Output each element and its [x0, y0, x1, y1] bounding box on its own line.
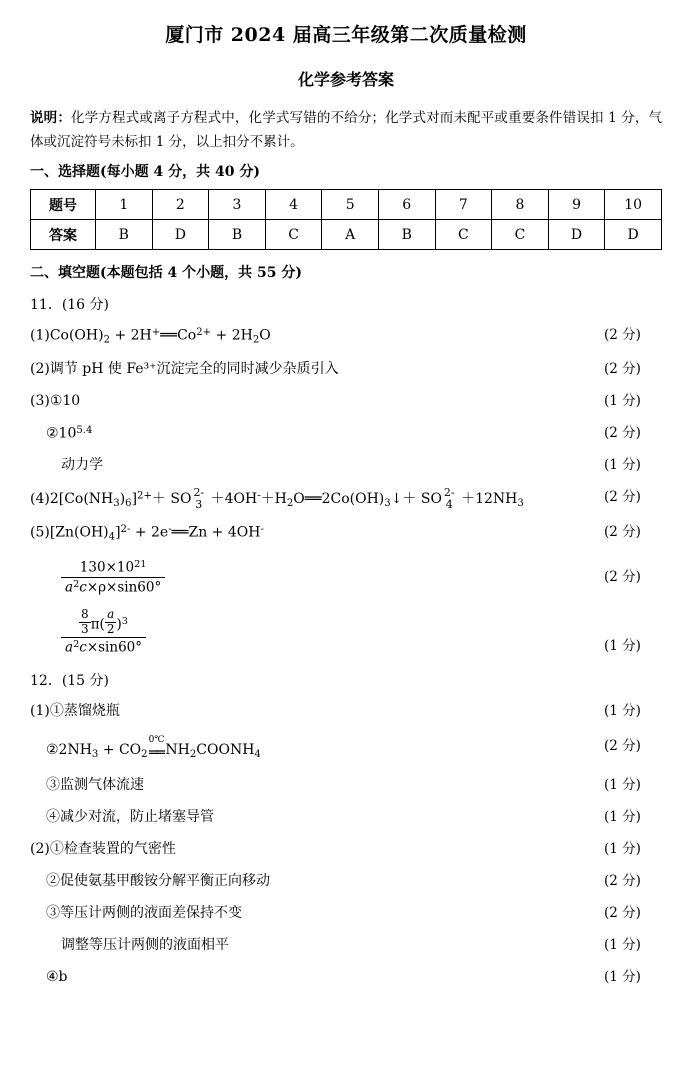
reaction-equals: ══	[149, 744, 164, 761]
answer-12-2-3b-text: 调整等压计两侧的液面相平	[61, 936, 229, 953]
answer-11-5-text: $(5)[Zn(OH)_4]^{2-}$ + 2e-══Zn + 4OH-	[30, 524, 264, 543]
answer-11-4	[30, 487, 662, 511]
answer-12-1-4	[30, 807, 662, 828]
question-number-cell: 8	[492, 190, 549, 220]
question-number-cell: 2	[152, 190, 209, 220]
answer-11-3-1	[30, 391, 662, 412]
answer-12-1-4-text: ④减少对流，防止堵塞导管	[46, 808, 214, 825]
answer-12-2-4-points: (1 分)	[604, 968, 641, 985]
eight-thirds: $\frac{8}{3}$	[81, 607, 89, 636]
page-subtitle: 化学参考答案	[297, 70, 394, 89]
grading-note-label: 说明：	[30, 110, 71, 126]
answer-11-3-3-points: (1 分)	[604, 457, 641, 474]
table-row-numbers	[31, 190, 662, 220]
reaction-condition: 0℃	[148, 734, 165, 745]
answer-cell: B	[378, 220, 435, 250]
sulfate-charge: 2- 4	[443, 486, 455, 512]
row-label-answer: 答案	[31, 220, 96, 250]
packing-fraction-numerator: $\frac{8}{3}$ π( $\frac{a}{2}$ )$^3$	[61, 608, 146, 637]
question-number-cell: 10	[605, 190, 662, 220]
answer-12-2-3b	[30, 935, 662, 956]
packing-fraction	[61, 608, 146, 656]
answer-11-5	[30, 522, 662, 544]
answer-12-1-3-text: ③监测气体流速	[46, 776, 144, 793]
a-over-two: $\frac{a}{2}$	[106, 607, 115, 636]
answer-12-2-2	[30, 871, 662, 892]
answer-12-1-2-points: (2 分)	[604, 737, 641, 754]
answer-11-7-text	[30, 608, 604, 656]
answer-12-2-2-text: ②促使氨基甲酸铵分解平衡正向移动	[46, 872, 270, 889]
density-fraction-numerator: $130\times 10^{21}$	[61, 559, 165, 578]
answer-12-2-4-text: ④b	[46, 968, 68, 985]
answer-12-1-1-text: (1)①蒸馏烧瓶	[30, 702, 120, 719]
answer-cell: D	[152, 220, 209, 250]
answer-11-5-points: (2 分)	[604, 524, 641, 541]
answer-12-2-3-points: (2 分)	[604, 904, 641, 921]
question-number-cell: 6	[378, 190, 435, 220]
answer-11-6-points: (2 分)	[604, 569, 641, 586]
section-heading-choice: 一、选择题(每小题 4 分，共 40 分)	[30, 164, 260, 181]
question-number-cell: 1	[96, 190, 153, 220]
row-label-number: 题号	[31, 190, 96, 220]
answer-cell: C	[265, 220, 322, 250]
answer-cell: B	[209, 220, 266, 250]
table-row-answers	[31, 220, 662, 250]
answer-12-1-3-points: (1 分)	[604, 776, 641, 793]
question-number-cell: 9	[548, 190, 605, 220]
answer-11-4-points: (2 分)	[604, 489, 641, 506]
answer-12-1-2-text: $②2NH_3 + CO_2$ 0℃ ══ $NH_2COONH_4$	[30, 736, 604, 764]
answer-11-7-fraction	[30, 608, 662, 656]
sulfite-charge: 2- 3	[193, 486, 205, 512]
answer-cell: C	[492, 220, 549, 250]
answer-12-2-2-points: (2 分)	[604, 872, 641, 889]
answer-11-7-points: (1 分)	[604, 637, 641, 654]
question-number-cell: 7	[435, 190, 492, 220]
answer-12-2-3	[30, 903, 662, 924]
reaction-arrow	[149, 736, 165, 764]
answer-12-2-1	[30, 839, 662, 860]
answer-11-6-fraction	[30, 559, 662, 596]
answer-cell: D	[548, 220, 605, 250]
answer-11-4-text: $(4)2[Co(NH_3)_6]^{2+}+$ SO 2- 3 $+4OH^-+H_2O══2Co(OH)_3↓+$ SO 2- 4 $+12NH_3$	[30, 486, 524, 512]
answer-12-2-3b-points: (1 分)	[604, 936, 641, 953]
answer-11-2	[30, 359, 662, 380]
answer-12-1-1-points: (1 分)	[604, 702, 641, 719]
answer-12-2-3-text: ③等压计两侧的液面差保持不变	[46, 904, 242, 921]
answer-cell: B	[96, 220, 153, 250]
answer-cell: A	[322, 220, 379, 250]
question-number-cell: 5	[322, 190, 379, 220]
question-12-heading: 12．(15 分)	[30, 672, 110, 689]
answer-11-1	[30, 325, 662, 347]
density-fraction-denominator: $a^2c\times\rho\times\sin 60^\circ$	[65, 579, 162, 596]
answer-12-2-4	[30, 967, 662, 988]
answer-11-3-2-text: $②10^{5.4}$	[46, 424, 93, 442]
answer-12-1-4-points: (1 分)	[604, 808, 641, 825]
answer-11-2-points: (2 分)	[604, 360, 641, 377]
answer-cell: C	[435, 220, 492, 250]
density-fraction	[61, 559, 165, 596]
page-title: 厦门市 2024 届高三年级第二次质量检测	[165, 24, 527, 46]
question-number-cell: 3	[209, 190, 266, 220]
answer-11-2-text: (2)调节 pH 使 Fe³⁺沉淀完全的同时减少杂质引入	[30, 360, 339, 377]
answer-11-1-points: (2 分)	[604, 327, 641, 344]
answer-11-3-1-points: (1 分)	[604, 392, 641, 409]
answer-12-1-3	[30, 775, 662, 796]
answer-cell: D	[605, 220, 662, 250]
answer-11-3-3	[30, 455, 662, 476]
answer-12-2-1-text: (2)①检查装置的气密性	[30, 840, 176, 857]
packing-fraction-denominator: $a^2c\times\sin 60^\circ$	[65, 638, 142, 656]
answer-12-1-2	[30, 736, 662, 764]
question-11-heading: 11．(16 分)	[30, 297, 110, 314]
answer-11-3-3-text: 动力学	[61, 457, 103, 474]
choice-answer-table	[30, 189, 662, 250]
section-heading-fill: 二、填空题(本题包括 4 个小题，共 55 分)	[30, 265, 302, 282]
answer-11-1-text: $(1)Co(OH)_2$ + $2H^+══Co^{2+} + 2H_2O$	[30, 327, 271, 346]
grading-note-text: 化学方程式或离子方程式中，化学式写错的不给分；化学式对而未配平或重要条件错误扣 1 分，气体或沉淀符号未标扣 1 分，以上扣分不累计。	[30, 110, 663, 150]
answer-11-3-1-text: (3)①10	[30, 392, 81, 409]
grading-note	[30, 107, 662, 154]
answer-12-2-1-points: (1 分)	[604, 840, 641, 857]
answer-12-1-1	[30, 701, 662, 722]
answer-11-3-2-points: (2 分)	[604, 424, 641, 441]
question-number-cell: 4	[265, 190, 322, 220]
answer-11-3-2	[30, 423, 662, 445]
answer-11-6-text	[30, 559, 604, 596]
